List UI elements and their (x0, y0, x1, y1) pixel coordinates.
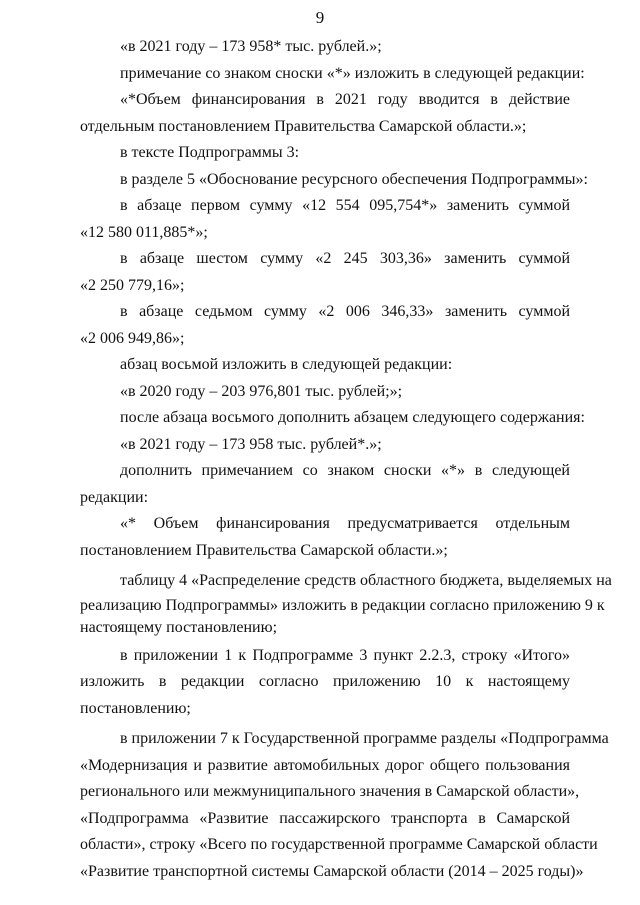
text-line: «в 2020 году – 203 976,801 тыс. рублей;»; (120, 382, 403, 400)
text-line: в разделе 5 «Обоснование ресурсного обеспечения Подпрограммы»: (120, 170, 588, 188)
text-line: «2 006 949,86»; (80, 329, 185, 347)
text-line: таблицу 4 «Распределение средств областного бюджета, выделяемых на (120, 572, 612, 589)
text-line: примечание со знаком сноски «*» изложить в следующей редакции: (120, 64, 585, 82)
text-line: изложить в редакции согласно приложению 10 к настоящему (80, 673, 570, 690)
text-line: «в 2021 году – 173 958 тыс. рублей*.»; (120, 435, 382, 453)
text-line: настоящему постановлению; (80, 618, 278, 636)
text-line: «*Объем финансирования в 2021 году вводится в действие (120, 91, 570, 108)
text-line: области», строку «Всего по государственной программе Самарской области (80, 836, 598, 853)
text-line: «* Объем финансирования предусматривается отдельным (120, 515, 570, 532)
text-line: в абзаце шестом сумму «2 245 303,36» заменить суммой (120, 250, 570, 267)
text-line: в абзаце седьмом сумму «2 006 346,33» заменить суммой (120, 303, 570, 320)
text-line: «12 580 011,885*»; (80, 223, 208, 241)
text-line: регионального или межмуниципального значения в Самарской области», (80, 783, 580, 800)
text-line: постановлению; (80, 699, 191, 717)
text-line: в приложении 7 к Государственной программе разделы «Подпрограмма (120, 730, 609, 747)
text-line: в абзаце первом сумму «12 554 095,754*» заменить суммой (120, 197, 570, 214)
page-number: 9 (315, 8, 325, 27)
text-line: после абзаца восьмого дополнить абзацем следующего содержания: (120, 409, 585, 426)
text-line: дополнить примечанием со знаком сноски «*» в следующей (120, 462, 570, 479)
text-line: редакции: (80, 488, 149, 506)
text-line: «2 250 779,16»; (80, 276, 185, 294)
text-line: реализацию Подпрограммы» изложить в редакции согласно приложению 9 к (80, 596, 605, 614)
text-line: «в 2021 году – 173 958* тыс. рублей.»; (120, 38, 382, 55)
text-line: в приложении 1 к Подпрограмме 3 пункт 2.2.3, строку «Итого» (120, 646, 570, 664)
document-body (80, 34, 612, 885)
text-line: «Подпрограмма «Развитие пассажирского транспорта в Самарской (80, 809, 570, 827)
text-line: абзац восьмой изложить в следующей редакции: (120, 356, 453, 373)
text-line: отдельным постановлением Правительства Самарской области.»; (80, 117, 527, 135)
text-line: «Развитие транспортной системы Самарской области (2014 – 2025 годы)» (80, 862, 584, 880)
text-line: постановлением Правительства Самарской области.»; (80, 541, 448, 559)
text-line: в тексте Подпрограммы 3: (120, 144, 300, 161)
text-line: «Модернизация и развитие автомобильных дорог общего пользования (80, 756, 570, 774)
